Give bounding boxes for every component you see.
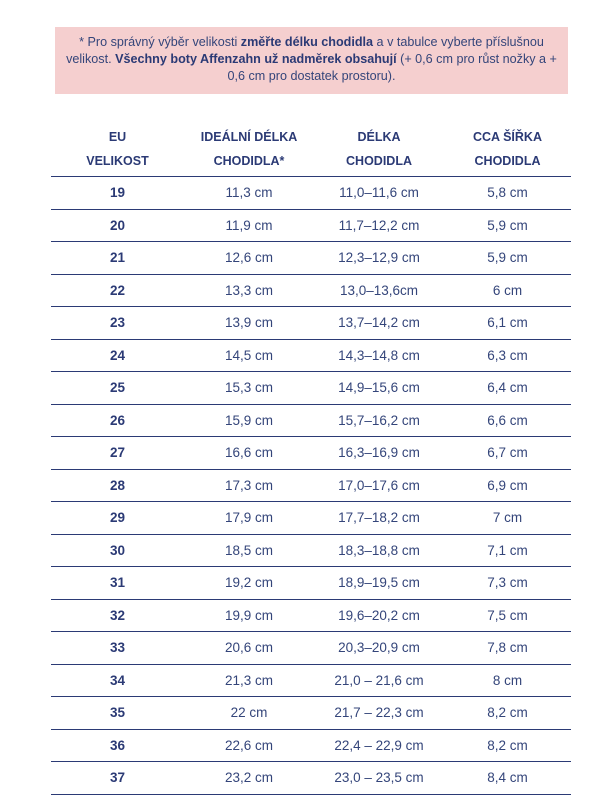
cell-length-range: 17,0–17,6 cm [314,469,444,502]
cell-ideal-length: 13,3 cm [184,274,314,307]
cell-eu-size: 25 [51,372,184,405]
cell-ideal-length: 19,2 cm [184,567,314,600]
cell-length-range: 18,3–18,8 cm [314,534,444,567]
cell-ideal-length: 18,5 cm [184,534,314,567]
table-row [51,209,571,242]
table-row [51,339,571,372]
size-table [51,124,571,795]
cell-eu-size: 27 [51,437,184,470]
cell-width: 6,7 cm [444,437,571,470]
cell-length-range: 23,0 – 23,5 cm [314,762,444,795]
cell-width: 8,4 cm [444,762,571,795]
cell-width: 6,6 cm [444,404,571,437]
header-ideal-foot-length: IDEÁLNÍ DÉLKA CHODIDLA* [184,124,314,177]
cell-ideal-length: 17,3 cm [184,469,314,502]
cell-ideal-length: 17,9 cm [184,502,314,535]
cell-eu-size: 28 [51,469,184,502]
cell-length-range: 12,3–12,9 cm [314,242,444,275]
cell-width: 5,9 cm [444,242,571,275]
note-text: (+ 0,6 cm pro růst nožky a + 0,6 cm pro dostatek prostoru). [227,52,557,83]
cell-length-range: 21,0 – 21,6 cm [314,664,444,697]
cell-eu-size: 21 [51,242,184,275]
cell-ideal-length: 13,9 cm [184,307,314,340]
cell-eu-size: 19 [51,177,184,210]
table-row [51,307,571,340]
cell-eu-size: 23 [51,307,184,340]
table-row [51,729,571,762]
table-row [51,437,571,470]
cell-width: 6,9 cm [444,469,571,502]
cell-width: 6 cm [444,274,571,307]
cell-length-range: 13,7–14,2 cm [314,307,444,340]
cell-eu-size: 30 [51,534,184,567]
cell-ideal-length: 16,6 cm [184,437,314,470]
table-row [51,567,571,600]
cell-width: 7,3 cm [444,567,571,600]
cell-eu-size: 35 [51,697,184,730]
cell-width: 6,3 cm [444,339,571,372]
table-row [51,502,571,535]
cell-width: 5,9 cm [444,209,571,242]
table-row [51,762,571,795]
cell-eu-size: 37 [51,762,184,795]
size-note [55,27,568,94]
table-row [51,242,571,275]
cell-ideal-length: 15,9 cm [184,404,314,437]
cell-ideal-length: 11,9 cm [184,209,314,242]
cell-eu-size: 32 [51,599,184,632]
note-text: a v tabulce vyberte příslušnou velikost. [66,35,544,66]
cell-ideal-length: 21,3 cm [184,664,314,697]
cell-eu-size: 36 [51,729,184,762]
cell-length-range: 19,6–20,2 cm [314,599,444,632]
cell-width: 7,5 cm [444,599,571,632]
table-row [51,274,571,307]
cell-ideal-length: 15,3 cm [184,372,314,405]
cell-ideal-length: 19,9 cm [184,599,314,632]
header-eu-size: EU VELIKOST [51,124,184,177]
cell-length-range: 15,7–16,2 cm [314,404,444,437]
table-header-row [51,124,571,177]
cell-length-range: 18,9–19,5 cm [314,567,444,600]
note-emphasis: změřte délku chodidla [240,35,374,49]
cell-length-range: 11,0–11,6 cm [314,177,444,210]
header-foot-width: CCA ŠÍŘKA CHODIDLA [444,124,571,177]
cell-length-range: 14,3–14,8 cm [314,339,444,372]
table-row [51,664,571,697]
cell-length-range: 20,3–20,9 cm [314,632,444,665]
cell-width: 7,1 cm [444,534,571,567]
cell-ideal-length: 23,2 cm [184,762,314,795]
cell-width: 8,2 cm [444,697,571,730]
cell-length-range: 22,4 – 22,9 cm [314,729,444,762]
cell-length-range: 17,7–18,2 cm [314,502,444,535]
table-row [51,697,571,730]
header-foot-length: DÉLKA CHODIDLA [314,124,444,177]
cell-ideal-length: 20,6 cm [184,632,314,665]
cell-length-range: 13,0–13,6cm [314,274,444,307]
note-emphasis: Všechny boty Affenzahn už nadměrek obsahují [115,52,397,66]
cell-ideal-length: 12,6 cm [184,242,314,275]
cell-ideal-length: 22 cm [184,697,314,730]
note-text: * Pro správný výběr velikosti [79,35,241,49]
cell-width: 6,4 cm [444,372,571,405]
cell-eu-size: 34 [51,664,184,697]
cell-ideal-length: 14,5 cm [184,339,314,372]
cell-width: 8,2 cm [444,729,571,762]
cell-eu-size: 26 [51,404,184,437]
table-row [51,177,571,210]
table-row [51,632,571,665]
cell-length-range: 14,9–15,6 cm [314,372,444,405]
table-row [51,404,571,437]
cell-ideal-length: 11,3 cm [184,177,314,210]
cell-length-range: 16,3–16,9 cm [314,437,444,470]
cell-ideal-length: 22,6 cm [184,729,314,762]
cell-eu-size: 29 [51,502,184,535]
cell-length-range: 11,7–12,2 cm [314,209,444,242]
cell-eu-size: 33 [51,632,184,665]
cell-eu-size: 24 [51,339,184,372]
table-row [51,534,571,567]
table-row [51,599,571,632]
cell-width: 7,8 cm [444,632,571,665]
cell-width: 5,8 cm [444,177,571,210]
table-row [51,469,571,502]
cell-length-range: 21,7 – 22,3 cm [314,697,444,730]
cell-width: 7 cm [444,502,571,535]
cell-eu-size: 31 [51,567,184,600]
cell-eu-size: 20 [51,209,184,242]
cell-eu-size: 22 [51,274,184,307]
table-row [51,372,571,405]
cell-width: 8 cm [444,664,571,697]
cell-width: 6,1 cm [444,307,571,340]
